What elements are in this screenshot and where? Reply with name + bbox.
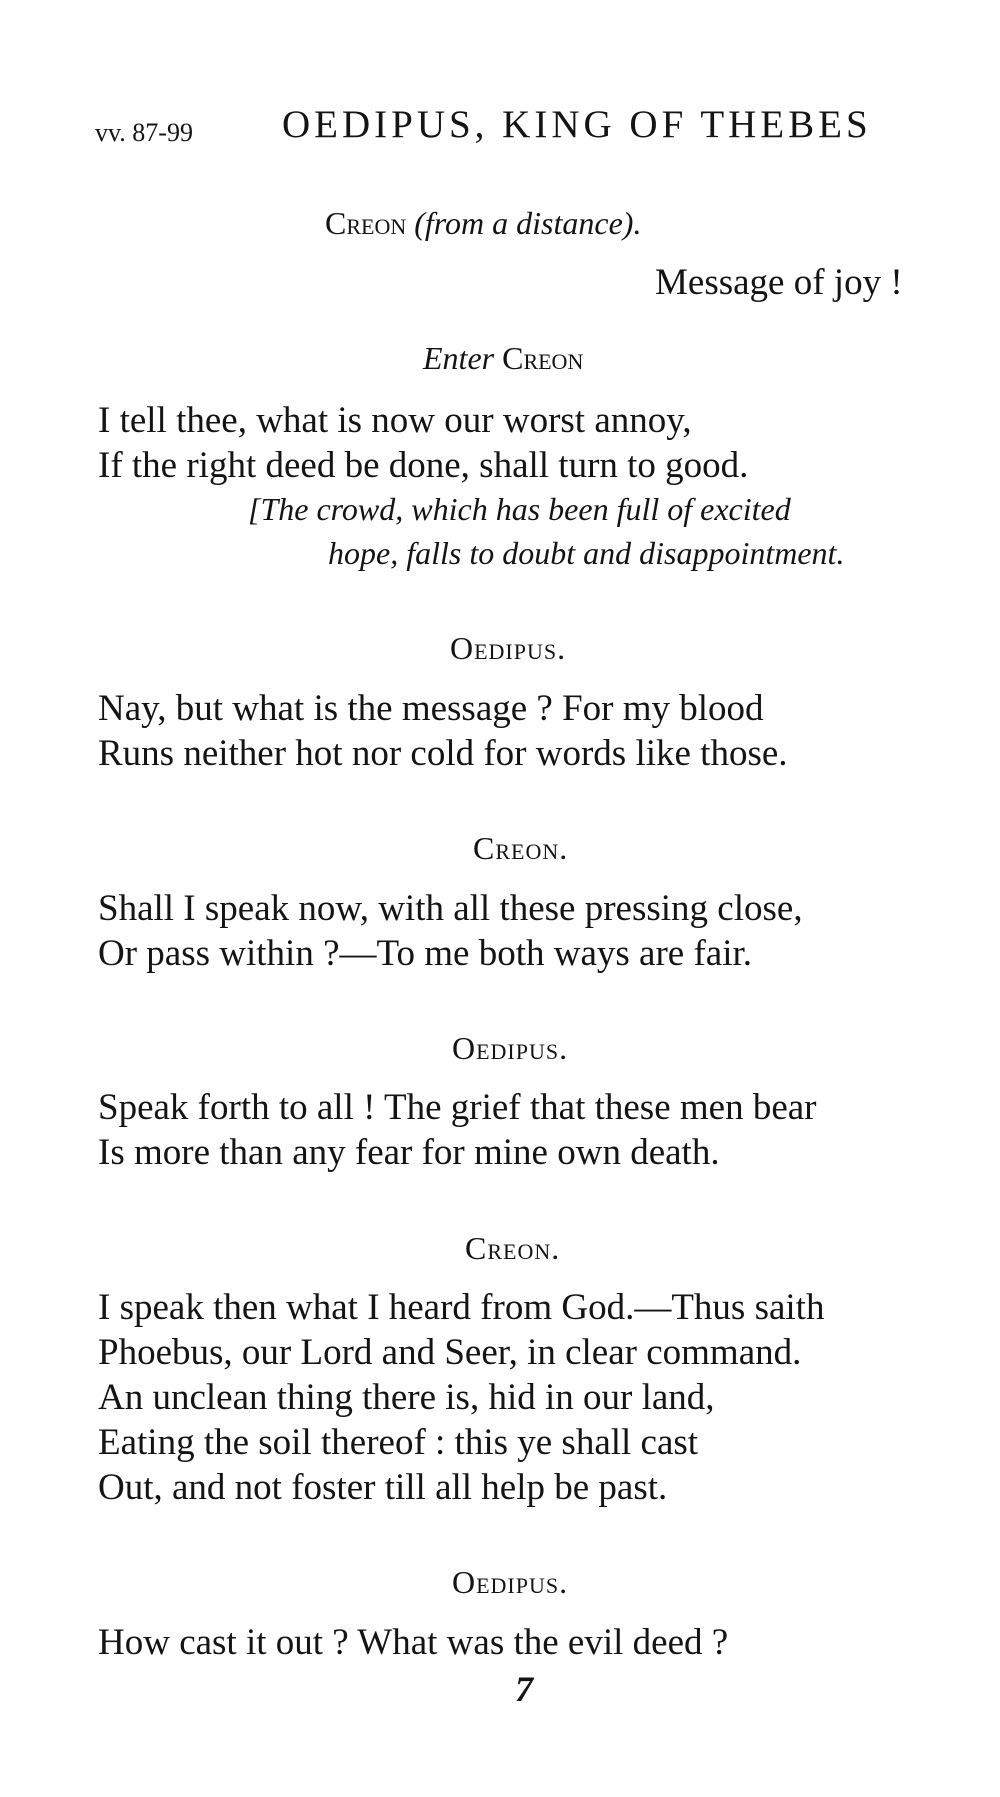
verse-line: How cast it out ? What was the evil deed ? (98, 1622, 729, 1663)
verse-line: Or pass within ?—To me both ways are fair. (98, 933, 753, 974)
page-number: 7 (515, 1669, 533, 1709)
stage-direction: hope, falls to doubt and disappointment. (328, 535, 845, 571)
verse-line: I tell thee, what is now our worst annoy, (98, 400, 692, 441)
verse-line: Eating the soil thereof : this ye shall cast (98, 1422, 699, 1463)
stage-entrance (423, 340, 583, 377)
verse-line: Shall I speak now, with all these pressing close, (98, 888, 803, 929)
page-title: OEDIPUS, KING OF THEBES (282, 103, 872, 146)
verse-line: If the right deed be done, shall turn to good. (98, 445, 749, 486)
verse-line: Is more than any fear for mine own death. (98, 1132, 720, 1173)
verse-line: I speak then what I heard from God.—Thus saith (98, 1287, 825, 1328)
verse-line: An unclean thing there is, hid in our land, (98, 1377, 715, 1418)
speaker-name: Creon (325, 205, 407, 241)
speaker-heading: Oedipus. (450, 630, 567, 666)
verse-line: Nay, but what is the message ? For my blood (98, 688, 764, 729)
verse-line: Message of joy ! (655, 262, 903, 303)
verse-line: Phoebus, our Lord and Seer, in clear command. (98, 1332, 802, 1373)
speaker-heading: Creon. (465, 1230, 561, 1266)
verse-range: vv. 87-99 (95, 118, 193, 147)
enter-verb: Enter (423, 340, 495, 376)
verse-line: Speak forth to all ! The grief that these men bear (98, 1087, 817, 1128)
verse-line: Out, and not foster till all help be past. (98, 1467, 668, 1508)
stage-direction-inline: (from a distance). (414, 205, 642, 241)
speaker-heading-creon-distance (325, 205, 641, 242)
speaker-heading: Creon. (473, 830, 569, 866)
speaker-heading: Oedipus. (452, 1564, 569, 1600)
enter-name: Creon (502, 340, 584, 376)
speaker-heading: Oedipus. (452, 1030, 569, 1066)
stage-direction: [The crowd, which has been full of excited (248, 491, 791, 527)
verse-line: Runs neither hot nor cold for words like those. (98, 733, 788, 774)
